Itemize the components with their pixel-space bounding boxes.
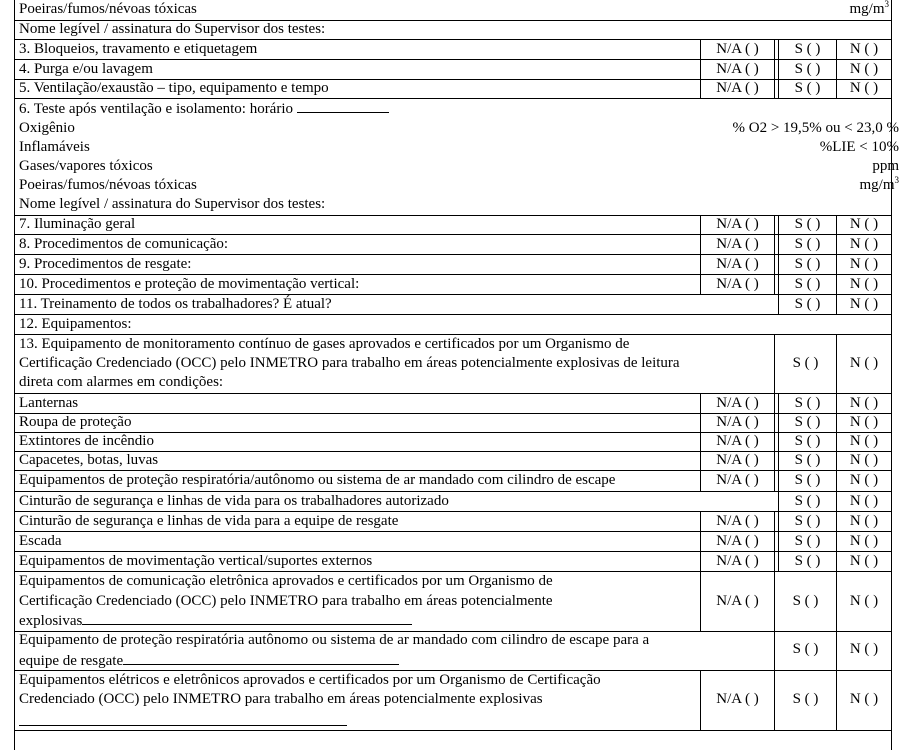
rule: [14, 491, 892, 492]
item-8-n-checkbox[interactable]: N ( ): [849, 236, 879, 252]
equip-capacetes: Capacetes, botas, luvas: [19, 452, 159, 468]
respiratoria-n-checkbox[interactable]: N ( ): [849, 472, 879, 488]
cinturao-resg-s-checkbox[interactable]: S ( ): [794, 513, 821, 529]
item-8-label: 8. Procedimentos de comunicação:: [19, 236, 229, 252]
comunicacao-s-checkbox[interactable]: S ( ): [792, 593, 819, 609]
equip-roupa: Roupa de proteção: [19, 414, 132, 430]
eletricos-n-checkbox[interactable]: N ( ): [849, 691, 879, 707]
item-9-s-checkbox[interactable]: S ( ): [794, 256, 821, 272]
extintores-s-checkbox[interactable]: S ( ): [794, 433, 821, 449]
rule: [14, 511, 892, 512]
roupa-s-checkbox[interactable]: S ( ): [794, 414, 821, 430]
extintores-na-checkbox[interactable]: N/A ( ): [716, 433, 759, 449]
eletricos-s-checkbox[interactable]: S ( ): [792, 691, 819, 707]
time-field[interactable]: [297, 100, 389, 113]
roupa-n-checkbox[interactable]: N ( ): [849, 414, 879, 430]
rule: [14, 730, 892, 731]
supervisor-signature-6: Nome legível / assinatura do Supervisor dos testes:: [19, 196, 326, 212]
cinturao-trab-s-checkbox[interactable]: S ( ): [794, 493, 821, 509]
item-8-na-checkbox[interactable]: N/A ( ): [716, 236, 759, 252]
capacetes-s-checkbox[interactable]: S ( ): [794, 452, 821, 468]
item-3-n-checkbox[interactable]: N ( ): [849, 41, 879, 57]
item-4-s-checkbox[interactable]: S ( ): [794, 61, 821, 77]
item-9-n-checkbox[interactable]: N ( ): [849, 256, 879, 272]
col-divider: [774, 511, 775, 571]
rule: [14, 254, 892, 255]
item-5-na-checkbox[interactable]: N/A ( ): [716, 80, 759, 96]
item-3-s-checkbox[interactable]: S ( ): [794, 41, 821, 57]
item-5-s-checkbox[interactable]: S ( ): [794, 80, 821, 96]
item-13-s-checkbox[interactable]: S ( ): [792, 355, 819, 371]
rule: [14, 571, 892, 572]
movimentacao-na-checkbox[interactable]: N/A ( ): [716, 553, 759, 569]
movimentacao-n-checkbox[interactable]: N ( ): [849, 553, 879, 569]
rule: [14, 531, 892, 532]
item-10-na-checkbox[interactable]: N/A ( ): [716, 276, 759, 292]
test-6-title: 6. Teste após ventilação e isolamento: horário: [19, 100, 389, 118]
equip-lanternas: Lanternas: [19, 395, 79, 411]
lanternas-na-checkbox[interactable]: N/A ( ): [716, 395, 759, 411]
border-right: [891, 0, 892, 750]
equip-movimentacao: Equipamentos de movimentação vertical/suportes externos: [19, 553, 373, 569]
item-4-n-checkbox[interactable]: N ( ): [849, 61, 879, 77]
rule: [14, 234, 892, 235]
escada-na-checkbox[interactable]: N/A ( ): [716, 533, 759, 549]
item-11-s-checkbox[interactable]: S ( ): [794, 296, 821, 312]
item-4-na-checkbox[interactable]: N/A ( ): [716, 61, 759, 77]
comunicacao-line2: Certificação Credenciado (OCC) pelo INMETRO para trabalho em áreas potencialmente: [19, 593, 553, 609]
rule: [14, 393, 892, 394]
lanternas-n-checkbox[interactable]: N ( ): [849, 395, 879, 411]
resgate-field[interactable]: [123, 652, 399, 665]
rule: [14, 274, 892, 275]
inflamaveis-label: Inflamáveis: [19, 139, 90, 155]
col-divider: [774, 215, 775, 294]
item-10-label: 10. Procedimentos e proteção de movimentação vertical:: [19, 276, 360, 292]
rule: [14, 314, 892, 315]
rule: [14, 294, 892, 295]
cinturao-resg-n-checkbox[interactable]: N ( ): [849, 513, 879, 529]
escada-n-checkbox[interactable]: N ( ): [849, 533, 879, 549]
item-9-na-checkbox[interactable]: N/A ( ): [716, 256, 759, 272]
capacetes-na-checkbox[interactable]: N/A ( ): [716, 452, 759, 468]
item-12-label: 12. Equipamentos:: [19, 316, 132, 332]
item-13-line3: direta com alarmes em condições:: [19, 374, 224, 390]
poeiras-label: Poeiras/fumos/névoas tóxicas: [19, 1, 197, 17]
rule: [14, 98, 892, 99]
equip-escada: Escada: [19, 533, 62, 549]
cinturao-resg-na-checkbox[interactable]: N/A ( ): [716, 513, 759, 529]
item-7-label: 7. Iluminação geral: [19, 216, 136, 232]
resgate-line1: Equipamento de proteção respiratória autônomo ou sistema de ar mandado com cilindro de escape para a: [19, 632, 650, 648]
col-divider: [774, 393, 775, 491]
oxigenio-label: Oxigênio: [19, 120, 75, 136]
item-10-s-checkbox[interactable]: S ( ): [794, 276, 821, 292]
comunicacao-line1: Equipamentos de comunicação eletrônica aprovados e certificados por um Organismo de: [19, 573, 553, 589]
gases-label: Gases/vapores tóxicos: [19, 158, 153, 174]
escada-s-checkbox[interactable]: S ( ): [794, 533, 821, 549]
resgate-n-checkbox[interactable]: N ( ): [849, 641, 879, 657]
supervisor-signature: Nome legível / assinatura do Supervisor dos testes:: [19, 21, 326, 37]
rule: [14, 670, 892, 671]
eletricos-na-checkbox[interactable]: N/A ( ): [716, 691, 759, 707]
extintores-n-checkbox[interactable]: N ( ): [849, 433, 879, 449]
equip-extintores: Extintores de incêndio: [19, 433, 154, 449]
lanternas-s-checkbox[interactable]: S ( ): [794, 395, 821, 411]
resgate-s-checkbox[interactable]: S ( ): [792, 641, 819, 657]
gases-unit: ppm: [872, 158, 899, 174]
respiratoria-s-checkbox[interactable]: S ( ): [794, 472, 821, 488]
item-9-label: 9. Procedimentos de resgate:: [19, 256, 192, 272]
eletricos-field[interactable]: [19, 713, 347, 726]
comunicacao-na-checkbox[interactable]: N/A ( ): [716, 593, 759, 609]
item-7-s-checkbox[interactable]: S ( ): [794, 216, 821, 232]
eletricos-line2: Credenciado (OCC) pelo INMETRO para trabalho em áreas potencialmente explosivas: [19, 691, 543, 707]
poeiras-6-label: Poeiras/fumos/névoas tóxicas: [19, 177, 197, 193]
inflamaveis-limit: %LIE < 10%: [819, 139, 899, 155]
item-13-line2: Certificação Credenciado (OCC) pelo INMETRO para trabalho em áreas potencialmente explosivas de leitura: [19, 355, 680, 371]
item-4-label: 4. Purga e/ou lavagem: [19, 61, 153, 77]
rule: [14, 39, 892, 40]
rule: [14, 334, 892, 335]
item-13-line1: 13. Equipamento de monitoramento contínuo de gases aprovados e certificados por um Organismo de: [19, 336, 630, 352]
eletricos-line1: Equipamentos elétricos e eletrônicos aprovados e certificados por um Organismo de Certificação: [19, 672, 601, 688]
oxigenio-limit: % O2 > 19,5% ou < 23,0 %: [732, 120, 899, 136]
item-8-s-checkbox[interactable]: S ( ): [794, 236, 821, 252]
col-divider: [774, 39, 775, 98]
capacetes-n-checkbox[interactable]: N ( ): [849, 452, 879, 468]
item-5-n-checkbox[interactable]: N ( ): [849, 80, 879, 96]
resgate-line2: equipe de resgate: [19, 652, 399, 670]
item-3-na-checkbox[interactable]: N/A ( ): [716, 41, 759, 57]
movimentacao-s-checkbox[interactable]: S ( ): [794, 553, 821, 569]
item-7-na-checkbox[interactable]: N/A ( ): [716, 216, 759, 232]
item-5-label: 5. Ventilação/exaustão – tipo, equipamento e tempo: [19, 80, 329, 96]
border-left: [14, 0, 15, 750]
item-10-n-checkbox[interactable]: N ( ): [849, 276, 879, 292]
roupa-na-checkbox[interactable]: N/A ( ): [716, 414, 759, 430]
item-11-label: 11. Treinamento de todos os trabalhadores? É atual?: [19, 296, 332, 312]
equip-respiratoria: Equipamentos de proteção respiratória/autônomo ou sistema de ar mandado com cilindro de escape: [19, 472, 616, 488]
item-13-n-checkbox[interactable]: N ( ): [849, 355, 879, 371]
comunicacao-n-checkbox[interactable]: N ( ): [849, 593, 879, 609]
respiratoria-na-checkbox[interactable]: N/A ( ): [716, 472, 759, 488]
equip-cinturao-trabalhadores: Cinturão de segurança e linhas de vida para os trabalhadores autorizado: [19, 493, 449, 509]
rule: [14, 551, 892, 552]
comunicacao-line3: explosivas: [19, 612, 412, 630]
item-7-n-checkbox[interactable]: N ( ): [849, 216, 879, 232]
rule: [14, 470, 892, 471]
cinturao-trab-n-checkbox[interactable]: N ( ): [849, 493, 879, 509]
comunicacao-field[interactable]: [82, 612, 412, 625]
item-3-label: 3. Bloqueios, travamento e etiquetagem: [19, 41, 258, 57]
item-11-n-checkbox[interactable]: N ( ): [849, 296, 879, 312]
equip-cinturao-resgate: Cinturão de segurança e linhas de vida para a equipe de resgate: [19, 513, 399, 529]
poeiras-6-unit: $mg/m^3$: [859, 175, 899, 193]
rule: [14, 59, 892, 60]
poeiras-unit: $mg/m^3$: [849, 0, 889, 17]
